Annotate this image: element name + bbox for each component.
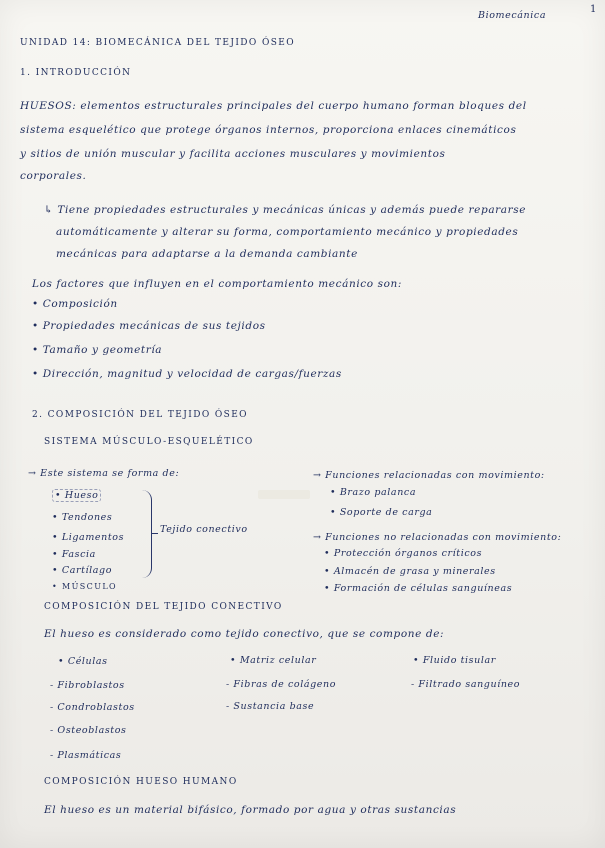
factors-intro: Los factores que influyen en el comportamiento mecánico son:: [32, 278, 403, 290]
cells-item: - Fibroblastos: [50, 680, 125, 691]
section-heading-composition: 2. COMPOSICIÓN DEL TEJIDO ÓSEO: [32, 410, 248, 420]
cells-item: - Condroblastos: [50, 702, 135, 713]
fluid-item: • Fluido tisular: [413, 655, 496, 666]
subheading-system: SISTEMA MÚSCULO-ESQUELÉTICO: [44, 437, 254, 447]
fluid-item: - Filtrado sanguíneo: [411, 679, 521, 690]
matrix-item: • Matriz celular: [230, 655, 317, 666]
note-line-2: automáticamente y alterar su forma, comportamiento mecánico y propiedades: [56, 226, 519, 238]
brace-icon: [141, 490, 152, 578]
connective-tissue-label: Tejido conectivo: [160, 524, 248, 535]
factor-item: • Propiedades mecánicas de sus tejidos: [32, 320, 266, 332]
component-item: • MÚSCULO: [52, 582, 118, 591]
note-line-3: mecánicas para adaptarse a la demanda cambiante: [56, 248, 358, 260]
connective-composition-heading: COMPOSICIÓN DEL TEJIDO CONECTIVO: [44, 602, 283, 612]
intro-line-2: sistema esquelético que protege órganos internos, proporciona enlaces cinemáticos: [20, 124, 517, 136]
factor-item: • Dirección, magnitud y velocidad de cargas/fuerzas: [32, 368, 342, 380]
component-hueso: • Hueso: [52, 489, 101, 502]
bone-composition-line: El hueso es un material bifásico, formado por agua y otras sustancias: [44, 804, 457, 816]
unrelated-function-item: • Protección órganos críticos: [324, 548, 483, 559]
factor-item: • Composición: [32, 298, 118, 310]
intro-line-4: corporales.: [20, 170, 87, 182]
component-item: • Fascia: [52, 549, 96, 560]
component-item: • Ligamentos: [52, 532, 125, 543]
unrelated-function-item: • Formación de células sanguíneas: [324, 583, 513, 594]
component-item: [52, 490, 101, 501]
formed-of-label: → Este sistema se forma de:: [28, 468, 180, 479]
matrix-item: - Sustancia base: [226, 701, 315, 712]
cells-item: - Osteoblastos: [50, 725, 127, 736]
intro-line-3: y sitios de unión muscular y facilita acciones musculares y movimientos: [20, 148, 446, 160]
subject-label: Biomecánica: [478, 10, 547, 21]
unrelated-functions-title: → Funciones no relacionadas con movimiento:: [313, 532, 562, 543]
section-heading-intro: 1. INTRODUCCIÓN: [20, 68, 132, 78]
component-item: • Tendones: [52, 512, 113, 523]
page-number: 1: [590, 4, 597, 15]
highlight-mark: [258, 490, 310, 499]
intro-line-1: HUESOS: elementos estructurales principales del cuerpo humano forman bloques del: [20, 100, 527, 112]
related-function-item: • Soporte de carga: [330, 507, 433, 518]
connective-intro: El hueso es considerado como tejido conectivo, que se compone de:: [44, 628, 445, 640]
cells-item: • Células: [58, 656, 108, 667]
bone-composition-heading: COMPOSICIÓN HUESO HUMANO: [44, 777, 238, 787]
cells-item: - Plasmáticas: [50, 750, 122, 761]
unrelated-function-item: • Almacén de grasa y minerales: [324, 566, 496, 577]
related-function-item: • Brazo palanca: [330, 487, 417, 498]
matrix-item: - Fibras de colágeno: [226, 679, 337, 690]
related-functions-title: → Funciones relacionadas con movimiento:: [313, 470, 545, 481]
factor-item: • Tamaño y geometría: [32, 344, 163, 356]
note-line-1: ↳ Tiene propiedades estructurales y mecánicas únicas y además puede repararse: [44, 204, 527, 216]
unit-title: UNIDAD 14: BIOMECÁNICA DEL TEJIDO ÓSEO: [20, 38, 296, 48]
component-item: • Cartílago: [52, 565, 113, 576]
